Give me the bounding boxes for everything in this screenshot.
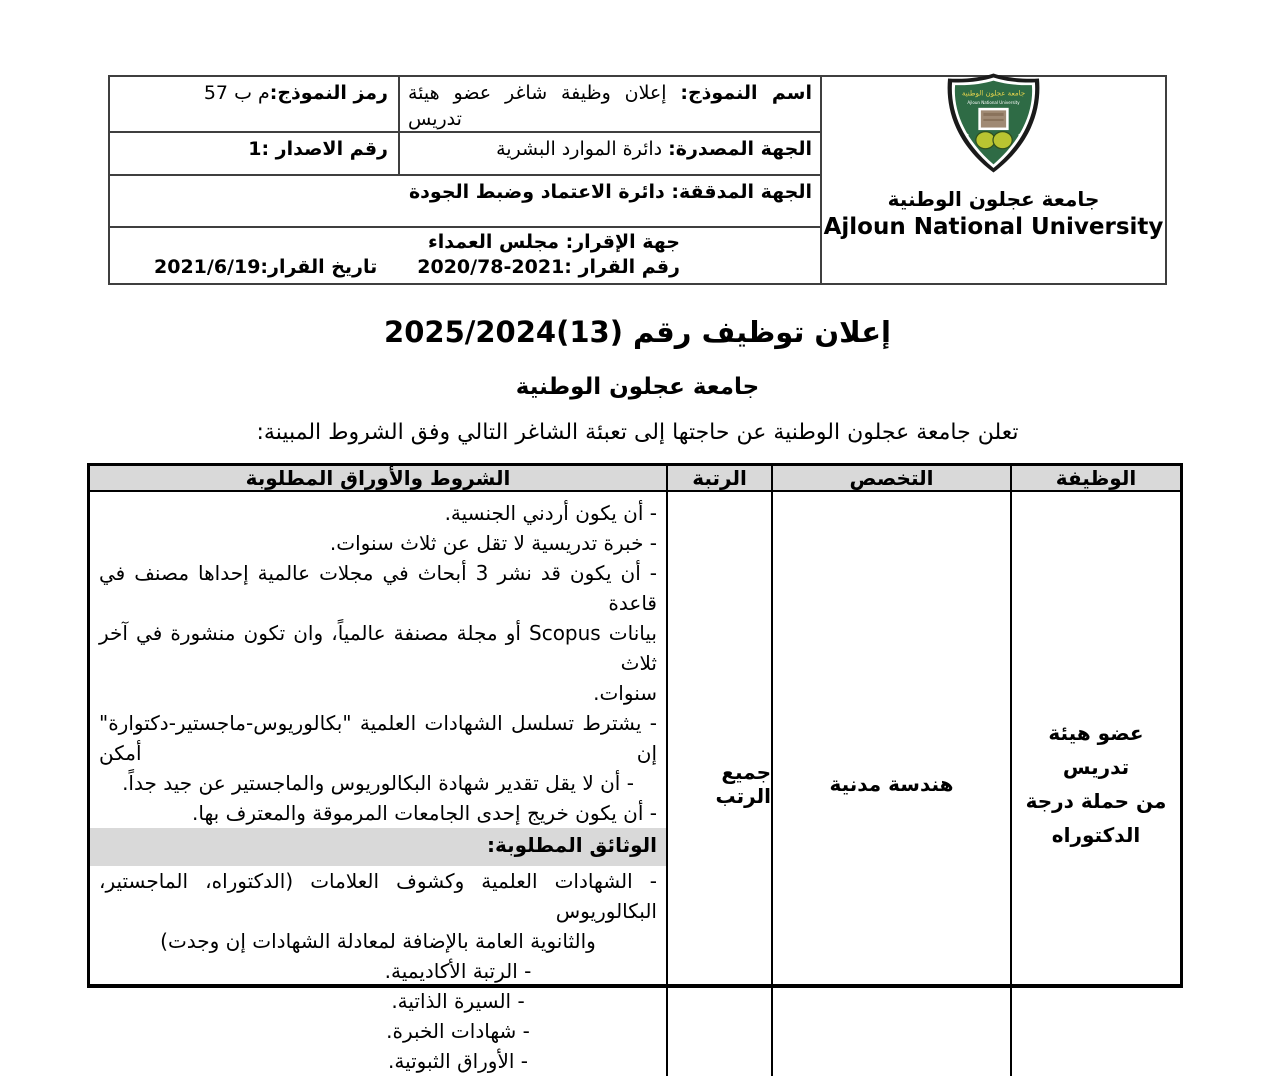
document-line: - السيرة الذاتية. bbox=[391, 989, 525, 1013]
university-name-english: Ajloun National University bbox=[823, 214, 1164, 240]
requirement-line: بيانات Scopus أو مجلة مصنفة عالمياً، وان تكون منشورة في آخر ثلاث bbox=[99, 621, 657, 675]
documents-heading-band bbox=[90, 828, 666, 866]
requirement-line: - أن يكون قد نشر 3 أبحاث في مجلات عالمية إحداها مصنف في قاعدة bbox=[99, 561, 658, 615]
form-name-label: اسم النموذج: bbox=[680, 82, 812, 104]
audit-cell bbox=[110, 176, 820, 226]
issuer-value: دائرة الموارد البشرية bbox=[496, 138, 669, 160]
position-line: تدريس bbox=[1062, 755, 1130, 779]
position-line: الدكتوراه bbox=[1051, 823, 1141, 847]
document-line: - الأوراق الثبوتية. bbox=[387, 1049, 529, 1073]
university-name-arabic: جامعة عجلون الوطنية bbox=[887, 187, 1100, 211]
logo-tree-left bbox=[976, 132, 995, 149]
issue-number-cell bbox=[110, 133, 400, 174]
form-name-row bbox=[110, 77, 820, 133]
requirement-line: - خبرة تدريسية لا تقل عن ثلاث سنوات. bbox=[329, 531, 657, 555]
form-header-table bbox=[108, 75, 1167, 285]
position-line: عضو هيئة bbox=[1048, 721, 1144, 745]
announcement-intro: تعلن جامعة عجلون الوطنية عن حاجتها إلى تعبئة الشاغر التالي وفق الشروط المبينة: bbox=[256, 420, 1019, 445]
specialization-cell: هندسة مدنية bbox=[771, 492, 1010, 1076]
header-requirements: الشروط والأوراق المطلوبة bbox=[245, 466, 511, 490]
approval-cell bbox=[110, 228, 820, 283]
document-line: والثانوية العامة بالإضافة لمعادلة الشهادات إن وجدت) bbox=[160, 929, 596, 953]
vacancy-table-body-row bbox=[90, 492, 1180, 1076]
requirement-line: - أن يكون أردني الجنسية. bbox=[444, 501, 657, 525]
form-meta-cells bbox=[110, 77, 820, 283]
issuer-cell bbox=[400, 133, 820, 174]
form-code-label: رمز النموذج: bbox=[269, 82, 388, 104]
logo-arabic-text: جامعة عجلون الوطنية bbox=[961, 88, 1026, 98]
document-line: - الرتبة الأكاديمية. bbox=[384, 959, 532, 983]
requirement-line: سنوات. bbox=[593, 681, 657, 705]
issuer-row bbox=[110, 133, 820, 176]
logo-tree-right bbox=[993, 132, 1012, 149]
requirements-cell bbox=[90, 492, 666, 1076]
audit-label: الجهة المدققة: bbox=[671, 181, 812, 203]
requirement-line: - أن لا يقل تقدير شهادة البكالوريوس والماجستير عن جيد جداً. bbox=[122, 771, 634, 795]
requirement-line: - يشترط تسلسل الشهادات العلمية "بكالوريوس-ماجستير-دكتوارة" إن أمكن bbox=[99, 711, 657, 765]
announcement-title: إعلان توظيف رقم (13)2025/2024 bbox=[384, 315, 891, 349]
decision-number: رقم القرار :2021-2020/78 bbox=[417, 256, 680, 278]
form-name-value: إعلان وظيفة شاغر عضو هيئة bbox=[408, 82, 681, 104]
form-code-value: م ب 57 bbox=[203, 82, 270, 104]
decision-date: تاريخ القرار:2021/6/19 bbox=[154, 256, 378, 278]
header-specialization: التخصص bbox=[771, 466, 1010, 490]
audit-row bbox=[110, 176, 820, 228]
header-position: الوظيفة bbox=[1010, 466, 1180, 490]
audit-value: دائرة الاعتماد وضبط الجودة bbox=[408, 181, 672, 203]
header-rank: الرتبة bbox=[666, 466, 771, 490]
approval-row bbox=[110, 228, 820, 283]
issue-number-value: 1 bbox=[248, 138, 262, 160]
requirement-line: - أن يكون خريج إحدى الجامعات المرموقة والمعترف بها. bbox=[192, 801, 657, 825]
form-code-cell bbox=[110, 77, 400, 131]
vacancy-table-header-row bbox=[90, 466, 1180, 492]
document-line: - الشهادات العلمية وكشوف العلامات (الدكتوراه، الماجستير، البكالوريوس bbox=[99, 869, 657, 923]
position-cell bbox=[1010, 492, 1180, 1076]
university-shield-logo bbox=[945, 72, 1042, 174]
documents-heading: الوثائق المطلوبة: bbox=[486, 833, 657, 857]
approval-entity: جهة الإقرار: مجلس العمداء bbox=[428, 231, 680, 253]
issuer-label: الجهة المصدرة: bbox=[668, 138, 812, 160]
issue-number-label: رقم الاصدار : bbox=[261, 138, 388, 160]
university-logo-cell bbox=[820, 77, 1165, 283]
document-line: - شهادات الخبرة. bbox=[386, 1019, 530, 1043]
form-name-value-wrap: تدريس bbox=[408, 108, 462, 130]
logo-english-text: Ajloun National University bbox=[967, 99, 1020, 105]
rank-cell: جميع الرتب bbox=[666, 492, 771, 1076]
announcement-subtitle: جامعة عجلون الوطنية bbox=[515, 374, 760, 400]
position-line: من حملة درجة bbox=[1025, 789, 1167, 813]
vacancy-table bbox=[87, 463, 1183, 1073]
form-name-cell bbox=[400, 77, 820, 131]
